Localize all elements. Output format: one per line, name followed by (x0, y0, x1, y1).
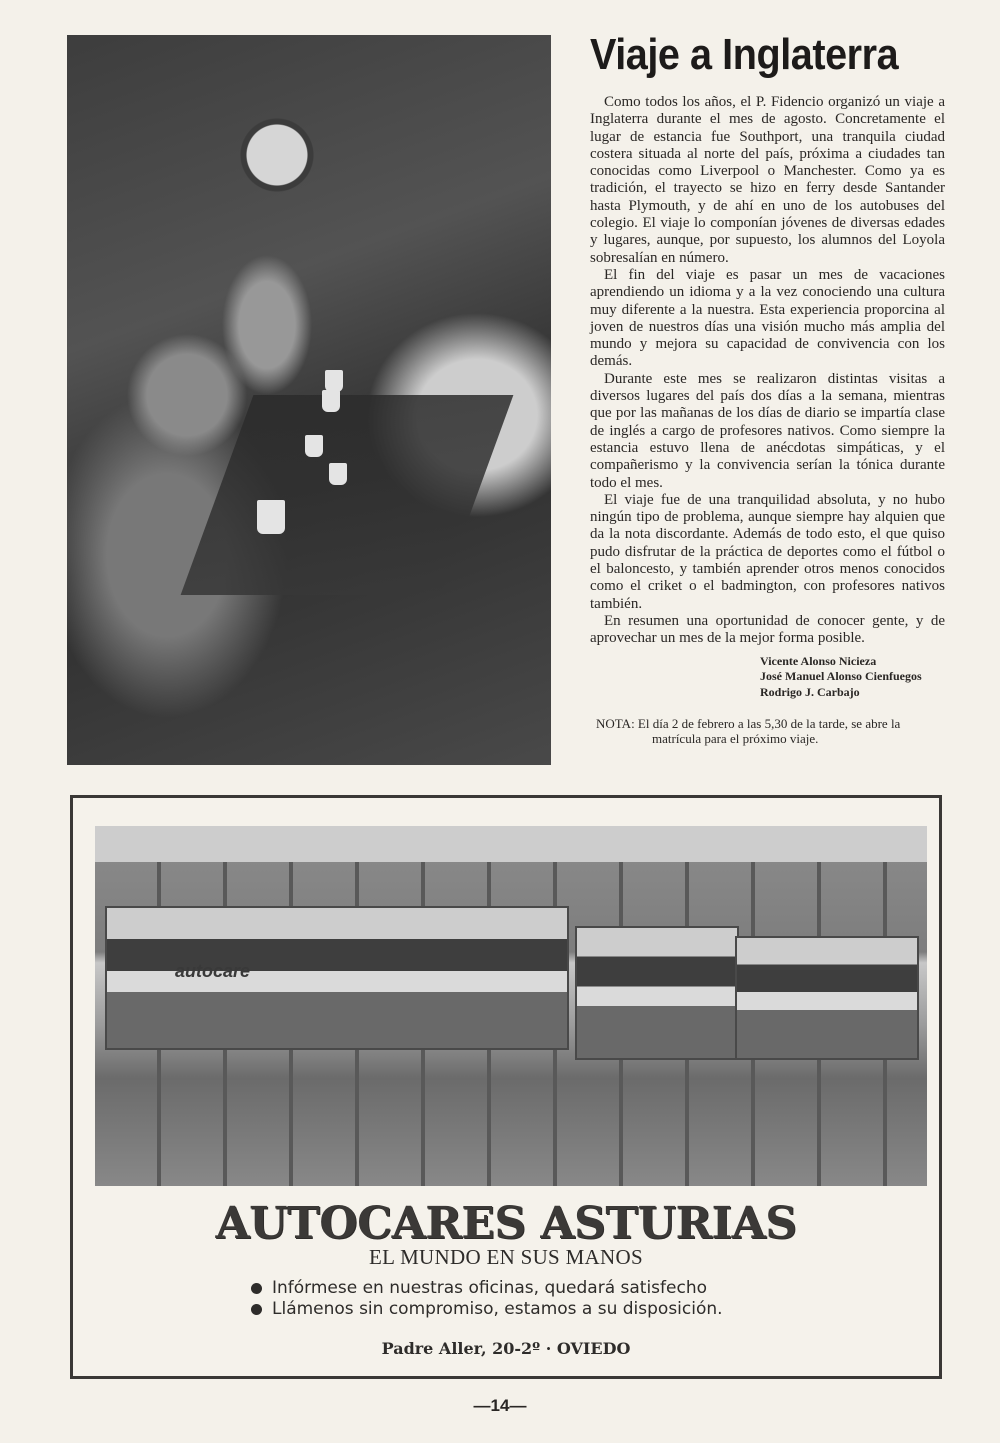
photo-bus (575, 926, 739, 1060)
ad-bullet-text: Infórmese en nuestras oficinas, quedará satisfecho (272, 1278, 708, 1298)
article-title: Viaje a Inglaterra (590, 30, 899, 79)
photo-cup (305, 435, 323, 457)
photo-cup (325, 370, 343, 392)
author-name: Rodrigo J. Carbajo (760, 684, 860, 699)
article-paragraph: En resumen una oportunidad de conocer gente, y de aprovechar un mes de la mejor forma posible. (590, 612, 945, 647)
article-paragraph: Durante este mes se realizaron distintas visitas a diversos lugares del país dos días a la semana, mientras que por las mañanas de los días de diario se impartía clase de inglés a cargo de profesores nativos. Como siempre la estancia estuvo llena de anécdotas simpáticas, y el compañerismo y la convivencia serían la tónica durante todo el mes. (590, 370, 945, 491)
photo-cup (257, 500, 285, 534)
ad-tagline: EL MUNDO EN SUS MANOS (369, 1245, 643, 1269)
bus-logo: autocare (175, 961, 251, 981)
ad-address: Padre Aller, 20-2º · OVIEDO (381, 1339, 631, 1358)
article-paragraph: El viaje fue de una tranquilidad absoluta, y no hubo ningún tipo de problema, aunque siempre hay alquien que da la nota discordante. Además de todo esto, el que quiso pudo disfrutar de la práctica de deportes como el fútbol o el baloncesto, y también aprender otros menos conocidos como el criket o el badmington, con profesores nativos también. (590, 491, 945, 612)
page-number: —14— (473, 1396, 527, 1415)
ad-bullet-text: Llámenos sin compromiso, estamos a su disposición. (272, 1299, 723, 1319)
article-note: NOTA: El día 2 de febrero a las 5,30 de la tarde, se abre la matrícula para el próximo viaje. (596, 716, 901, 746)
article-paragraph: Como todos los años, el P. Fidencio organizó un viaje a Inglaterra durante el mes de agosto. Concretamente el lugar de estancia fue Southport, una tranquila ciudad costera situada al norte del país, próxima a ciudades tan conocidas como Liverpool o Manchester. Como ya es tradición, el trayecto se hizo en ferry desde Santander hasta Plymouth, y de ahí en uno de los autobuses del colegio. El viaje lo componían jóvenes de diversas edades y lugares, aunque, por supuesto, los alumnos del Loyola sobresalían en número. (590, 94, 945, 266)
ad-bullet (251, 1278, 723, 1299)
article-authors (760, 654, 945, 701)
advertisement (70, 795, 942, 1379)
ad-photo (95, 826, 927, 1186)
ad-bullet (251, 1299, 723, 1320)
article-body (590, 94, 945, 648)
ad-brand-name: AUTOCARES ASTURIAS (215, 1198, 797, 1249)
bullet-dot-icon (251, 1283, 262, 1294)
bleed-through-text (255, 22, 258, 36)
article (590, 30, 945, 746)
author-name: José Manuel Alonso Cienfuegos (760, 669, 922, 683)
author-name: Vicente Alonso Nicieza (760, 653, 877, 668)
article-photo (67, 35, 551, 765)
photo-table-shape (181, 395, 514, 595)
article-paragraph: El fin del viaje es pasar un mes de vacaciones aprendiendo un idioma y a la vez conociendo una cultura muy diferente a la nuestra. Esta experiencia proporcina al joven de nuestros días una visión mucho más amplia del mundo y mejora su capacidad de convivencia con los demás. (590, 266, 945, 370)
ad-bullet-list (251, 1278, 723, 1320)
photo-bus (735, 936, 919, 1060)
photo-cup (329, 463, 347, 485)
bullet-dot-icon (251, 1304, 262, 1315)
photo-cup (322, 390, 340, 412)
